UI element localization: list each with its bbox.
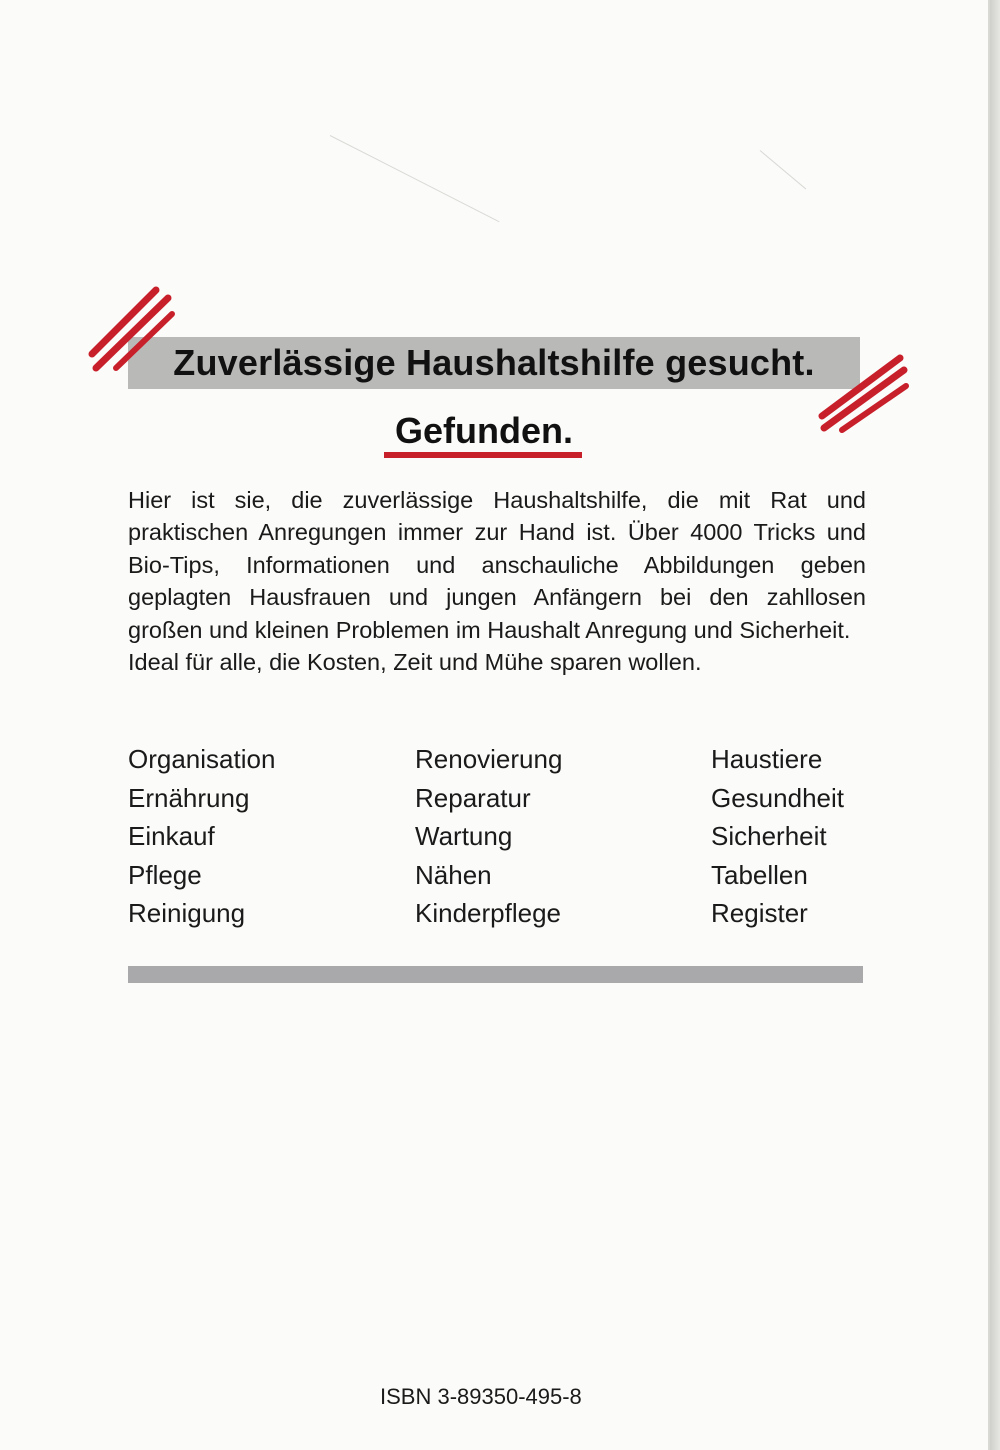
topic-item: Pflege bbox=[128, 859, 202, 890]
headline: Zuverlässige Haushaltshilfe gesucht. bbox=[173, 342, 815, 383]
topic-item: Nähen bbox=[415, 859, 492, 890]
left-red-slash-marks bbox=[86, 284, 176, 374]
topic-item: Gesundheit bbox=[711, 782, 844, 813]
topic-item: Kinderpflege bbox=[415, 898, 561, 928]
topic-item: Haustiere bbox=[711, 744, 823, 774]
cover-edge bbox=[990, 0, 1000, 1450]
description-paragraph: Hier ist sie, die zuverlässige Haushaltshilfe, die mit Rat und praktischen Anregungen immer zur Hand ist. Über 4000 Tricks und Bio-Tips, Informationen und anschauliche Abbildungen geben geplagten Hausfrauen und jungen Anfängern bei den zahllosen großen und kleinen Problemen im Haushalt Anregung und Sicherheit. bbox=[128, 487, 866, 643]
topic-item: Sicherheit bbox=[711, 821, 827, 851]
topic-item: Tabellen bbox=[711, 859, 808, 890]
right-red-slash-marks bbox=[816, 350, 912, 434]
topics-column-1 bbox=[128, 740, 275, 933]
topic-item: Reparatur bbox=[415, 782, 531, 813]
topics-column-3 bbox=[711, 740, 844, 933]
topic-item: Register bbox=[711, 898, 808, 928]
subheadline-underline bbox=[384, 452, 582, 458]
topic-item: Einkauf bbox=[128, 821, 215, 851]
paper-scratch bbox=[760, 150, 807, 189]
paper-scratch bbox=[330, 135, 500, 222]
topic-item: Wartung bbox=[415, 821, 513, 851]
subheadline: Gefunden. bbox=[395, 410, 573, 451]
isbn: ISBN 3-89350-495-8 bbox=[380, 1384, 582, 1409]
topics-column-2 bbox=[415, 740, 562, 933]
divider-bar bbox=[128, 966, 863, 983]
topic-item: Reinigung bbox=[128, 898, 246, 928]
topic-item: Ernährung bbox=[128, 782, 250, 813]
topic-item: Renovierung bbox=[415, 744, 563, 774]
topic-item: Organisation bbox=[128, 744, 276, 774]
description-paragraph: Ideal für alle, die Kosten, Zeit und Mühe sparen wollen. bbox=[128, 649, 702, 676]
description bbox=[128, 484, 866, 678]
